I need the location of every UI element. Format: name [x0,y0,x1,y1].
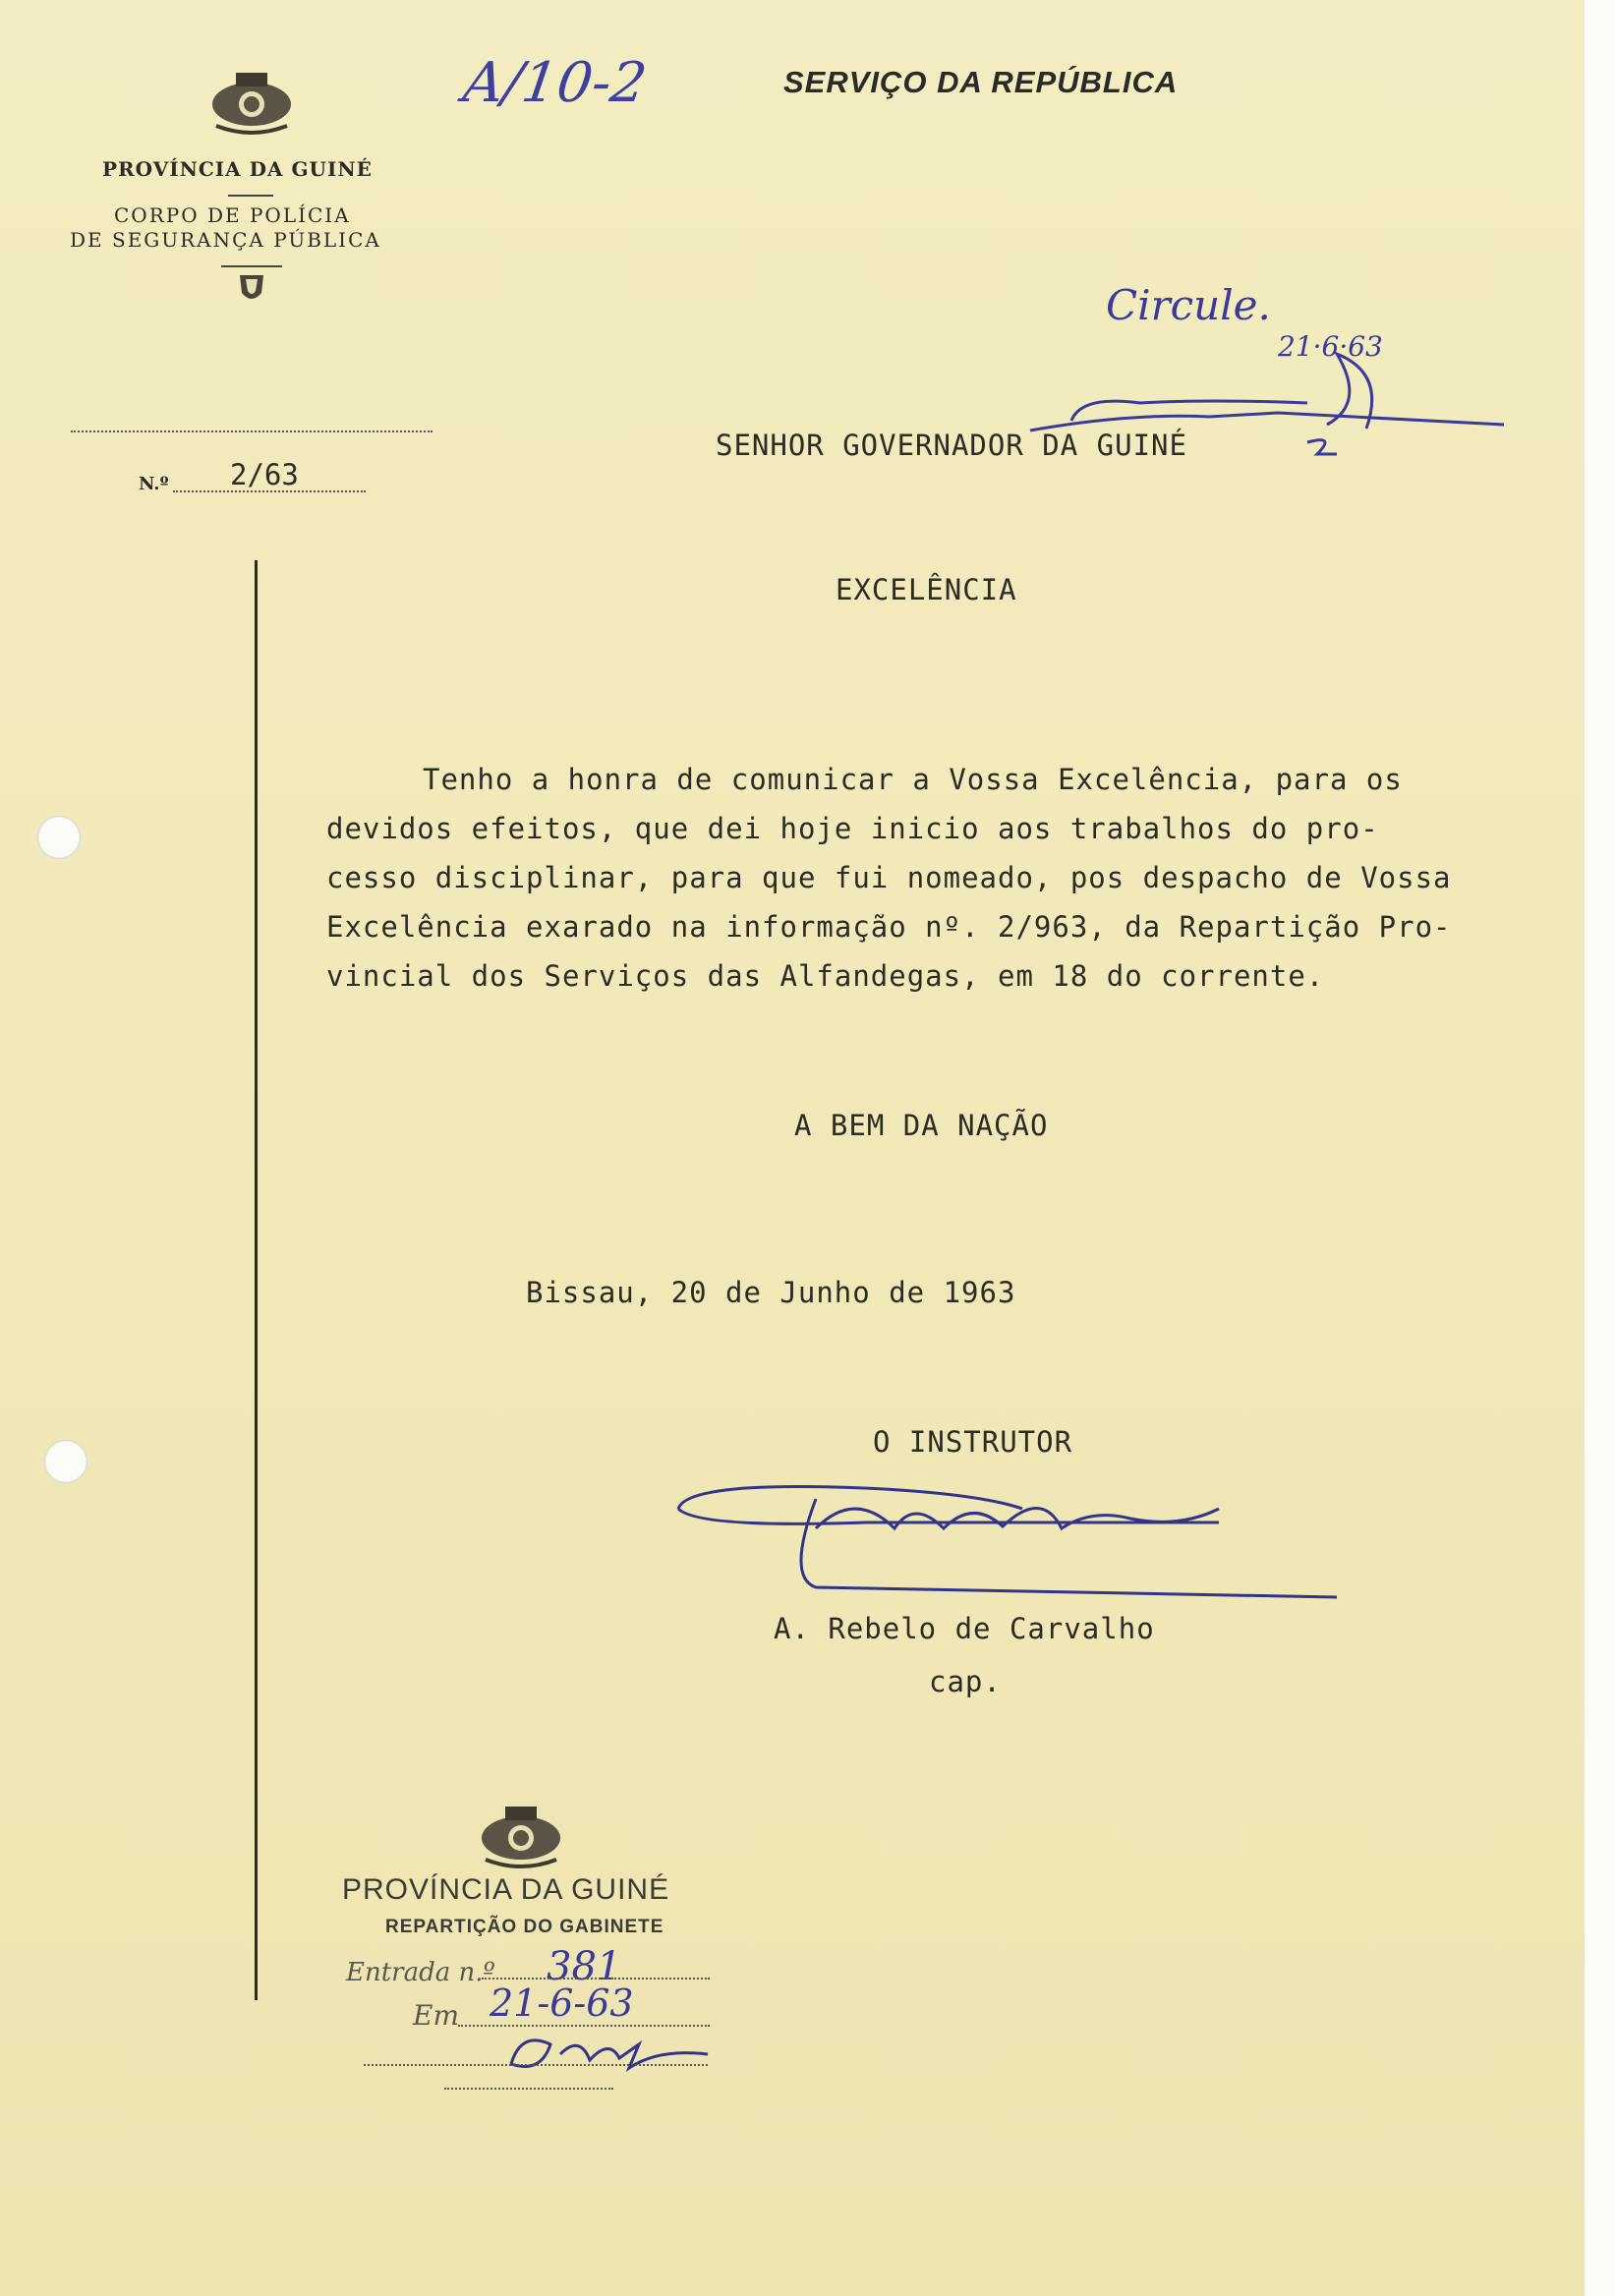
punch-hole-bottom [44,1440,87,1483]
addressee-pen-strike [1012,344,1524,472]
stamp-entry-value: 381 [547,1944,622,1989]
salutation: EXCELÊNCIA [836,573,1017,606]
circule-date: 21·6·63 [1278,330,1383,363]
number-underline [173,490,366,492]
province-heading: PROVÍNCIA DA GUINÉ [102,157,373,181]
signer-title: O INSTRUTOR [873,1425,1073,1459]
body-line-2: devidos efeitos, que dei hoje inicio aos trabalhos do pro- [326,812,1379,845]
service-title: SERVIÇO DA REPÚBLICA [783,65,1179,99]
stamp-province: PROVÍNCIA DA GUINÉ [342,1873,670,1906]
circule-note: Circule. [1106,281,1271,329]
stamp-date-label: Em [413,1999,459,2032]
number-label: N.º [139,474,169,494]
stamp-department: REPARTIÇÃO DO GABINETE [385,1917,664,1937]
signer-rank: cap. [929,1665,1002,1698]
body-line-4: Excelência exarado na informação nº. 2/963, da Repartição Pro- [326,910,1452,944]
stamp-initials [472,2025,718,2084]
stamp-entry-label: Entrada n.º [346,1958,495,1987]
body-line-5: vincial dos Serviços das Alfandegas, em 18 do corrente. [326,959,1325,993]
number-value: 2/63 [230,458,299,491]
place-date: Bissau, 20 de Junho de 1963 [526,1276,1016,1309]
stamp-initials-line [364,2064,708,2066]
emblem-icon [236,271,267,307]
signer-name: A. Rebelo de Carvalho [774,1612,1155,1645]
corps-line1: CORPO DE POLÍCIA [114,203,351,227]
corps-line2: DE SEGURANÇA PÚBLICA [70,228,381,252]
body-line-3: cesso disciplinar, para que fui nomeado, pos despacho de Vossa [326,861,1452,894]
scan-edge [1585,0,1615,2296]
motto: A BEM DA NAÇÃO [794,1109,1049,1142]
body-line-1: Tenho a honra de comunicar a Vossa Excelência, para os [423,763,1403,796]
stamp-date-value: 21-6-63 [490,1981,634,2025]
stamp-bottom-line [444,2088,613,2090]
coat-of-arms-icon [206,67,297,138]
addressee: SENHOR GOVERNADOR DA GUINÉ [716,429,1187,462]
margin-rule [255,560,258,2000]
stamp-coat-of-arms-icon [476,1801,566,1871]
header-divider-2 [221,265,282,267]
signature [668,1469,1337,1607]
header-divider [228,195,273,197]
dotted-rule [71,430,433,432]
archive-mark: A/10-2 [459,51,651,115]
stamp-entry-line [482,1978,710,1980]
punch-hole-top [37,816,81,859]
